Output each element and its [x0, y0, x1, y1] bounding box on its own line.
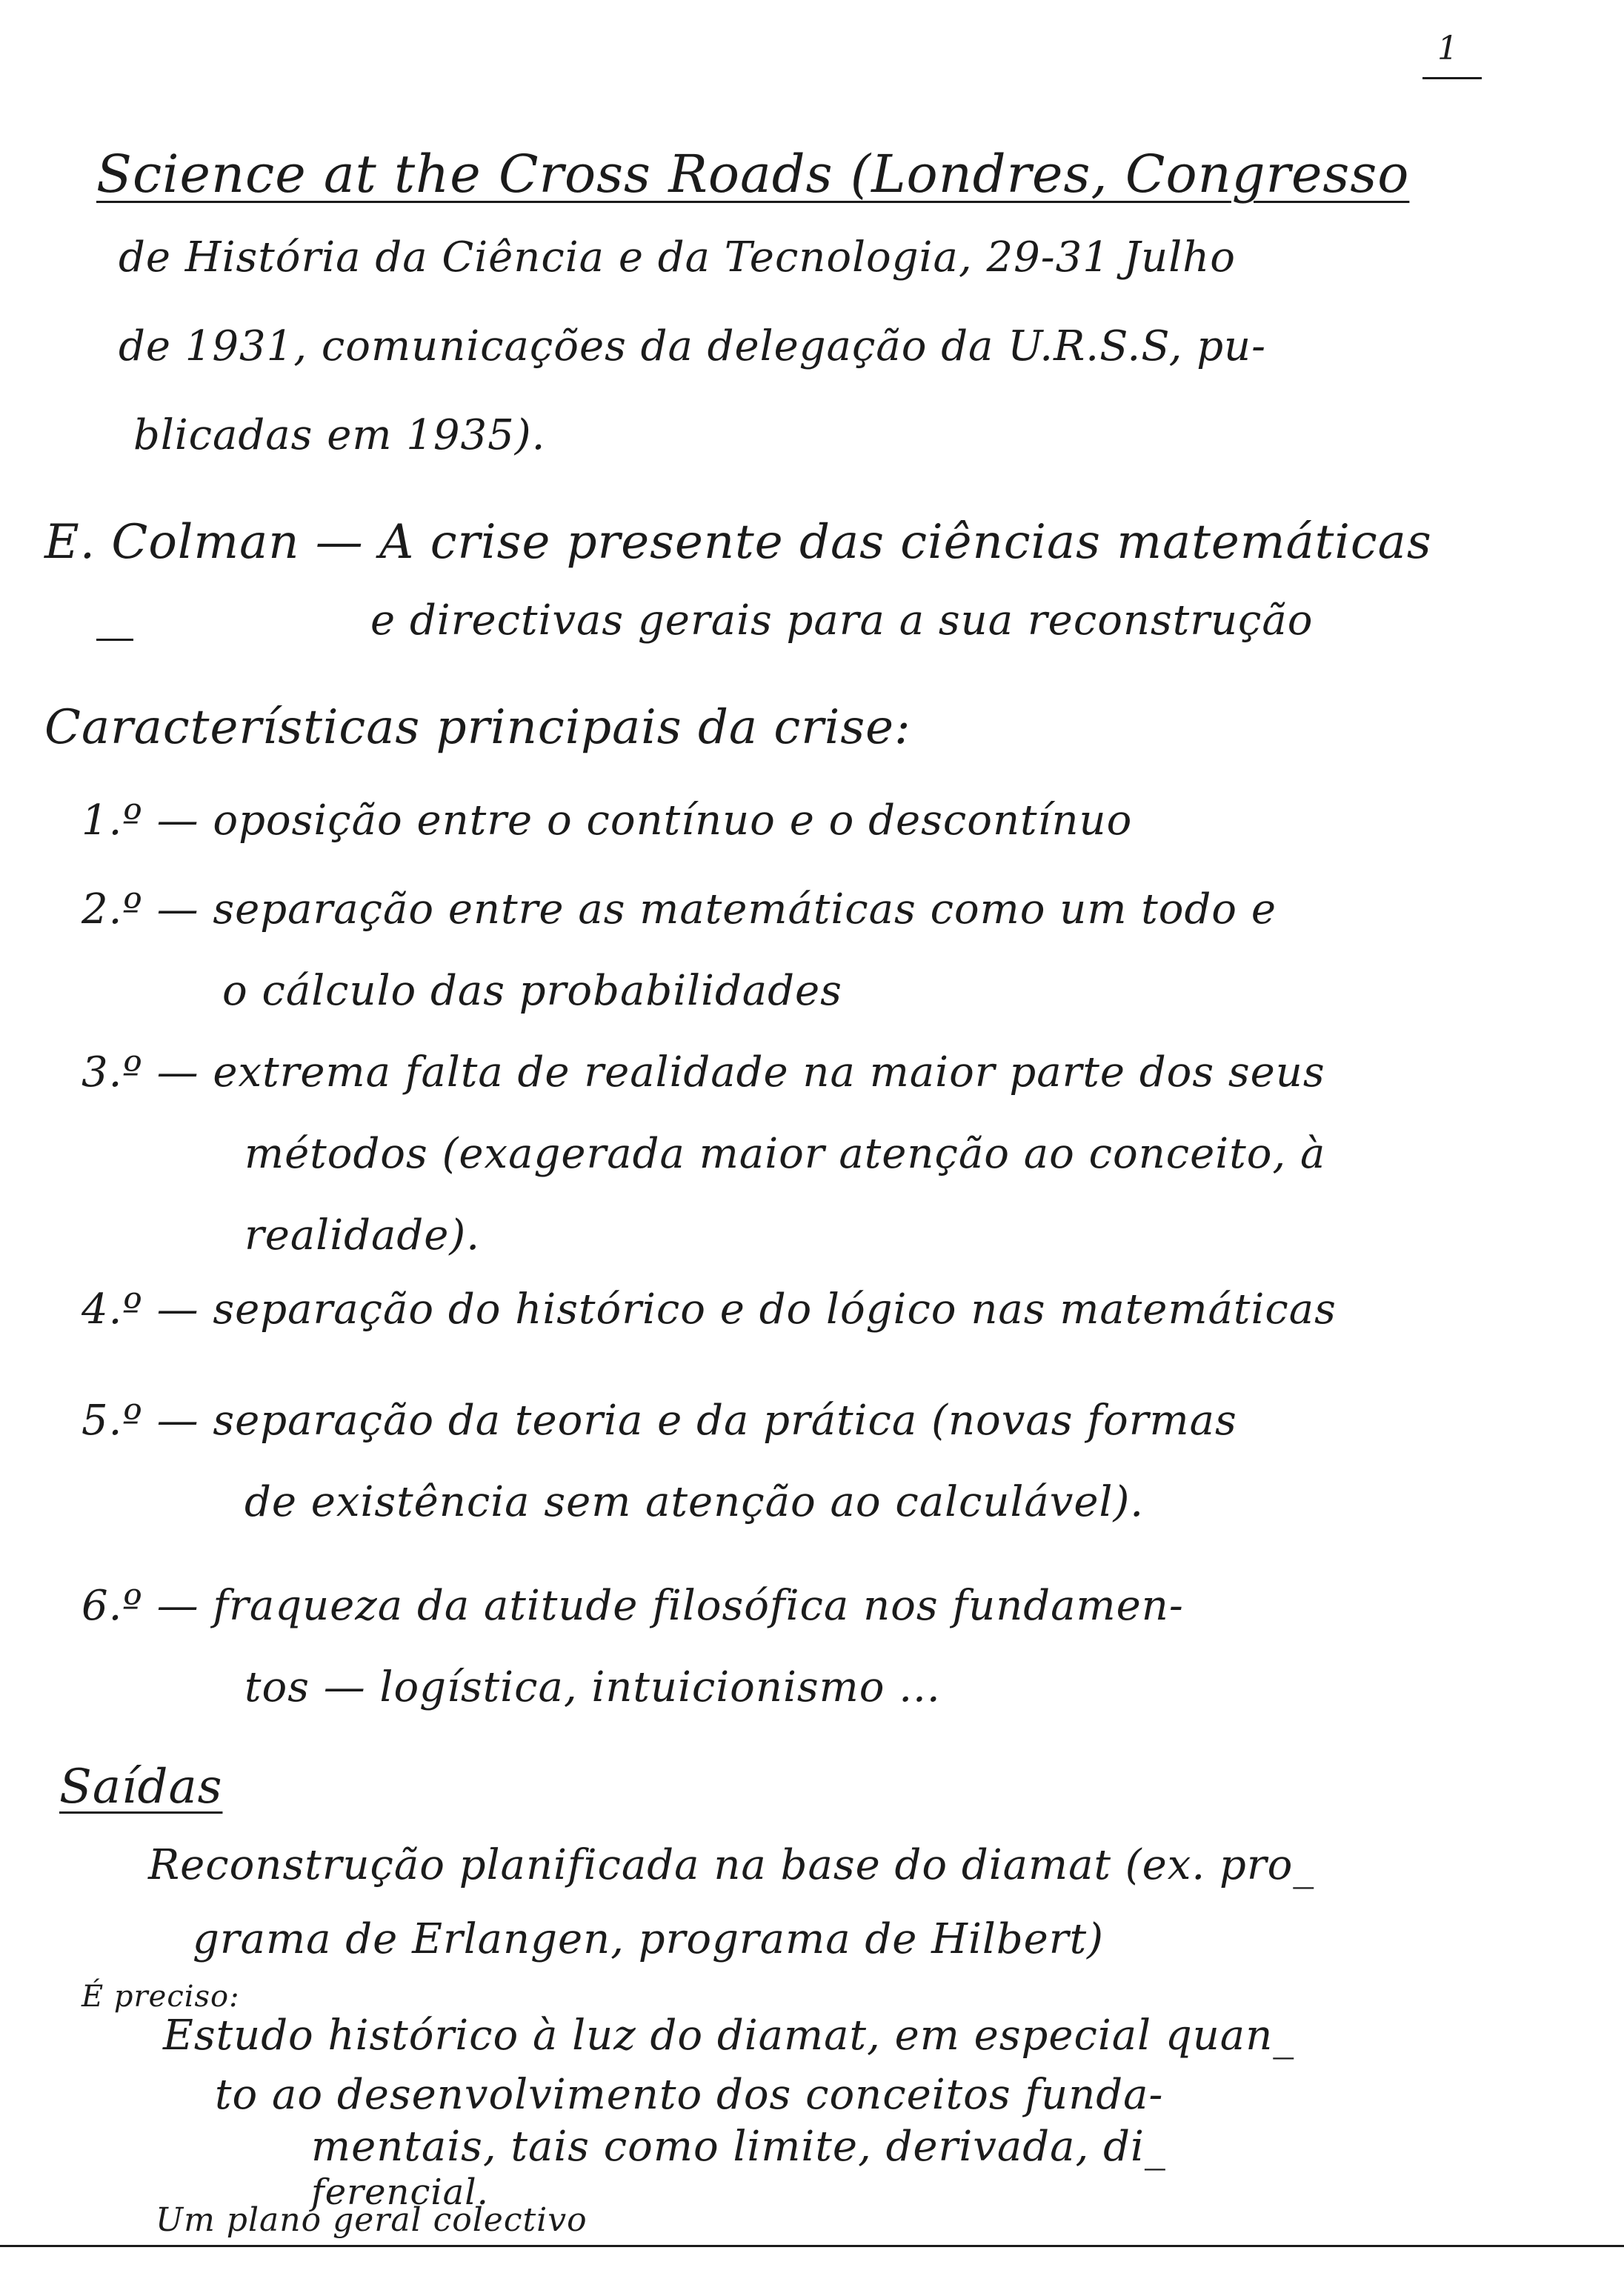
- text-line: de História da Ciência e da Tecnologia, 29-31 Julho: [119, 233, 1236, 282]
- text-line: ferencial.: [311, 2172, 489, 2213]
- page-number: 1: [1437, 30, 1458, 67]
- section-heading: Características principais da crise:: [44, 700, 911, 755]
- text-line: de 1931, comunicações da delegação da U.R.S.S, pu-: [119, 322, 1267, 370]
- note-line: É preciso:: [81, 1980, 240, 2014]
- text-line: grama de Erlangen, programa de Hilbert): [193, 1915, 1104, 1963]
- title-line: Science at the Cross Roads (Londres, Congresso: [96, 144, 1410, 204]
- section-heading-saidas: Saídas: [59, 1760, 223, 1814]
- text-line: mentais, tais como limite, derivada, di_: [311, 2123, 1166, 2171]
- text-line: blicadas em 1935).: [133, 411, 546, 459]
- text-line: to ao desenvolvimento dos conceitos funda-: [215, 2071, 1164, 2119]
- text-line: Um plano geral colectivo: [156, 2201, 588, 2239]
- page-number-underline: [1422, 77, 1482, 79]
- text-line: Estudo histórico à luz do diamat, em especial quan_: [163, 2012, 1295, 2060]
- list-item-continuation: métodos (exagerada maior atenção ao conceito, à: [244, 1130, 1326, 1178]
- list-item-continuation: tos — logística, intuicionismo ...: [244, 1663, 941, 1711]
- list-item: 2.º — separação entre as matemáticas como um todo e: [81, 885, 1277, 934]
- list-item: 5.º — separação da teoria e da prática (novas formas: [81, 1397, 1237, 1445]
- list-item: 4.º — separação do histórico e do lógico nas matemáticas: [81, 1285, 1337, 1334]
- dash-mark: [96, 639, 133, 641]
- list-item-continuation: de existência sem atenção ao calculável).: [244, 1478, 1145, 1526]
- bottom-rule: [0, 2245, 1624, 2247]
- list-item: 1.º — oposição entre o contínuo e o descontínuo: [81, 796, 1133, 845]
- list-item-continuation: realidade).: [244, 1211, 480, 1260]
- text-line: Reconstrução planificada na base do diamat (ex. pro_: [148, 1841, 1315, 1889]
- author-line: E. Colman — A crise presente das ciências matemáticas: [44, 515, 1432, 570]
- text-line: e directivas gerais para a sua reconstrução: [370, 596, 1314, 645]
- list-item-continuation: o cálculo das probabilidades: [222, 967, 842, 1015]
- list-item: 6.º — fraqueza da atitude filosófica nos fundamen-: [81, 1582, 1184, 1630]
- list-item: 3.º — extrema falta de realidade na maior parte dos seus: [81, 1048, 1325, 1097]
